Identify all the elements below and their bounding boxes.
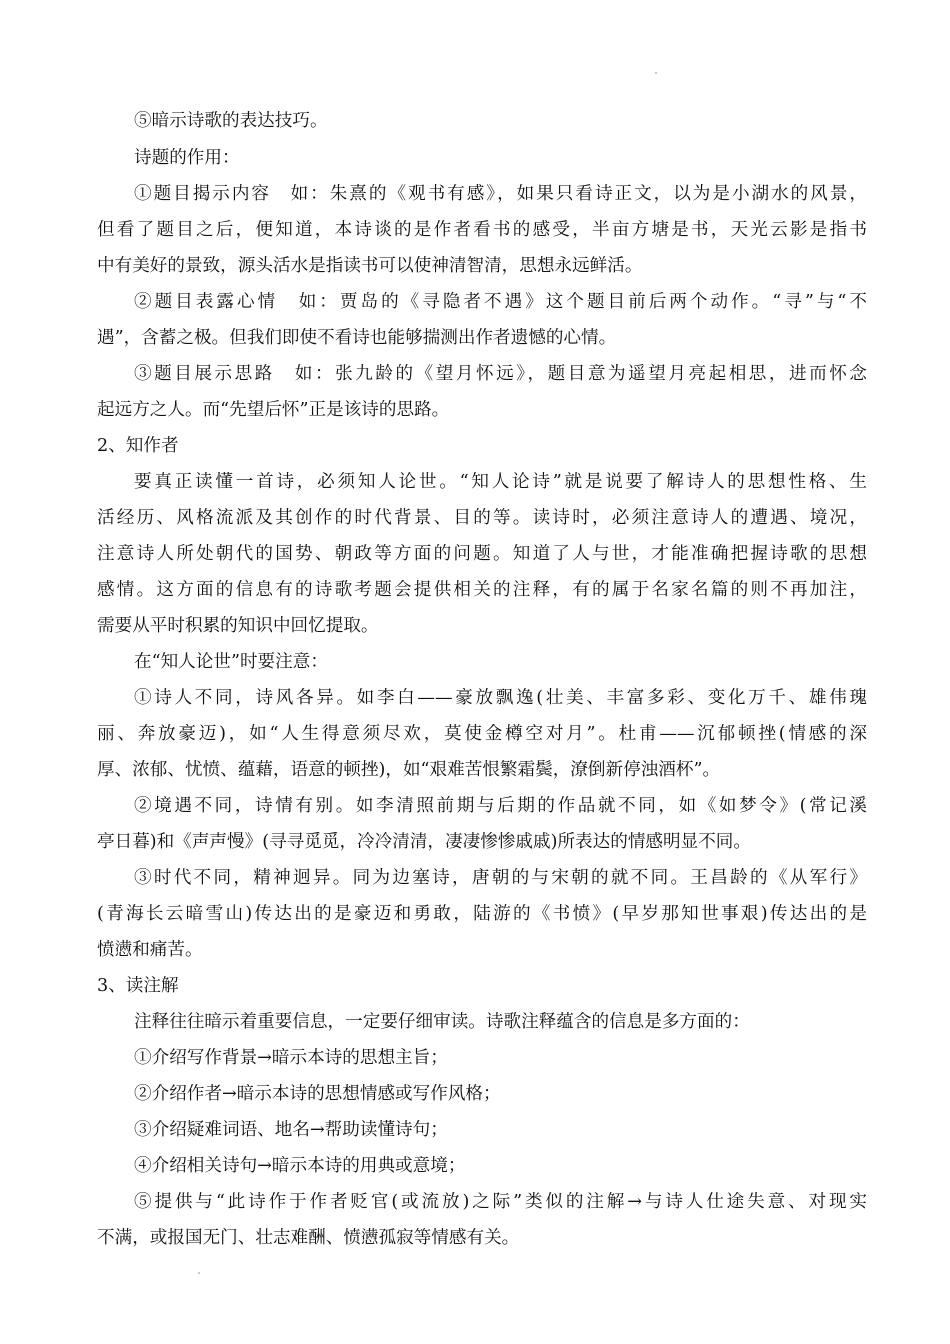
text-line: 中有美好的景致，源头活水是指读书可以使神清智清，思想永远鲜活。	[97, 256, 643, 276]
text-line: 感情。这方面的信息有的诗歌考题会提供相关的注释，有的属于名家名篇的则不再加注，	[97, 580, 867, 600]
text-line: 需要从平时积累的知识中回忆提取。	[97, 616, 379, 636]
list-item: ①介绍写作背景→暗示本诗的思想主旨；	[134, 1048, 448, 1068]
scan-speck	[655, 72, 657, 74]
text-line: ⑤暗示诗歌的表达技巧。	[134, 111, 328, 131]
list-item: ②介绍作者→暗示本诗的思想情感或写作风格；	[134, 1084, 501, 1104]
text-line: 注释往往暗示着重要信息，一定要仔细审读。诗歌注释蕴含的信息是多方面的：	[134, 1012, 750, 1032]
text-line: 遇”，含蓄之极。但我们即使不看诗也能够揣测出作者遗憾的心情。	[97, 328, 617, 348]
text-line: 诗题的作用：	[134, 148, 240, 168]
list-item: ③介绍疑难词语、地名→帮助读懂诗句；	[134, 1120, 448, 1140]
text-line: 丽、奔放豪迈)，如“人生得意须尽欢，莫使金樽空对月”。杜甫——沉郁顿挫(情感的深	[97, 724, 867, 744]
text-line: 注意诗人所处朝代的国势、朝政等方面的问题。知道了人与世，才能准确把握诗歌的思想	[97, 544, 867, 564]
text-line: 亭日暮)和《声声慢》(寻寻觅觅，冷冷清清，凄凄惨惨戚戚)所表达的情感明显不同。	[97, 832, 751, 852]
text-line: ②境遇不同，诗情有别。如李清照前期与后期的作品就不同，如《如梦令》(常记溪	[134, 796, 867, 816]
text-line: 活经历、风格流派及其创作的时代背景、目的等。读诗时，必须注意诗人的遭遇、境况，	[97, 508, 867, 528]
text-line: ②题目表露心情 如：贾岛的《寻隐者不遇》这个题目前后两个动作。“寻”与“不	[134, 292, 867, 312]
text-line: ③题目展示思路 如：张九龄的《望月怀远》，题目意为遥望月亮起相思，进而怀念	[134, 364, 867, 384]
list-item: ④介绍相关诗句→暗示本诗的用典或意境；	[134, 1156, 466, 1176]
text-line: 但看了题目之后，便知道，本诗谈的是作者看书的感受，半亩方塘是书，天光云影是指书	[97, 220, 867, 240]
section-heading: 3、读注解	[97, 976, 179, 996]
text-line: 起远方之人。而“先望后怀”正是该诗的思路。	[97, 400, 450, 420]
text-line: 不满，或报国无门、壮志难酬、愤懑孤寂等情感有关。	[97, 1228, 520, 1248]
text-line: ①诗人不同，诗风各异。如李白——豪放飘逸(壮美、丰富多彩、变化万千、雄伟瑰	[134, 688, 867, 708]
list-item: ⑤提供与“此诗作于作者贬官(或流放)之际”类似的注解→与诗人仕途失意、对现实	[134, 1192, 867, 1212]
text-line: ③时代不同，精神迥异。同为边塞诗，唐朝的与宋朝的就不同。王昌龄的《从军行》	[134, 868, 867, 888]
section-heading: 2、知作者	[97, 436, 179, 456]
text-line: 厚、浓郁、忧愤、蕴藉，语意的顿挫)，如“艰难苦恨繁霜鬓，潦倒新停浊酒杯”。	[97, 760, 721, 780]
text-line: 愤懑和痛苦。	[97, 940, 203, 960]
text-line: ①题目揭示内容 如：朱熹的《观书有感》，如果只看诗正文，以为是小湖水的风景，	[134, 184, 867, 204]
text-line: 在“知人论世”时要注意：	[134, 652, 328, 672]
text-line: 要真正读懂一首诗，必须知人论世。“知人论诗”就是说要了解诗人的思想性格、生	[134, 472, 867, 492]
text-line: (青海长云暗雪山)传达出的是豪迈和勇敢，陆游的《书愤》(早岁那知世事艰)传达出的是	[97, 904, 867, 924]
scan-speck	[198, 1272, 200, 1274]
